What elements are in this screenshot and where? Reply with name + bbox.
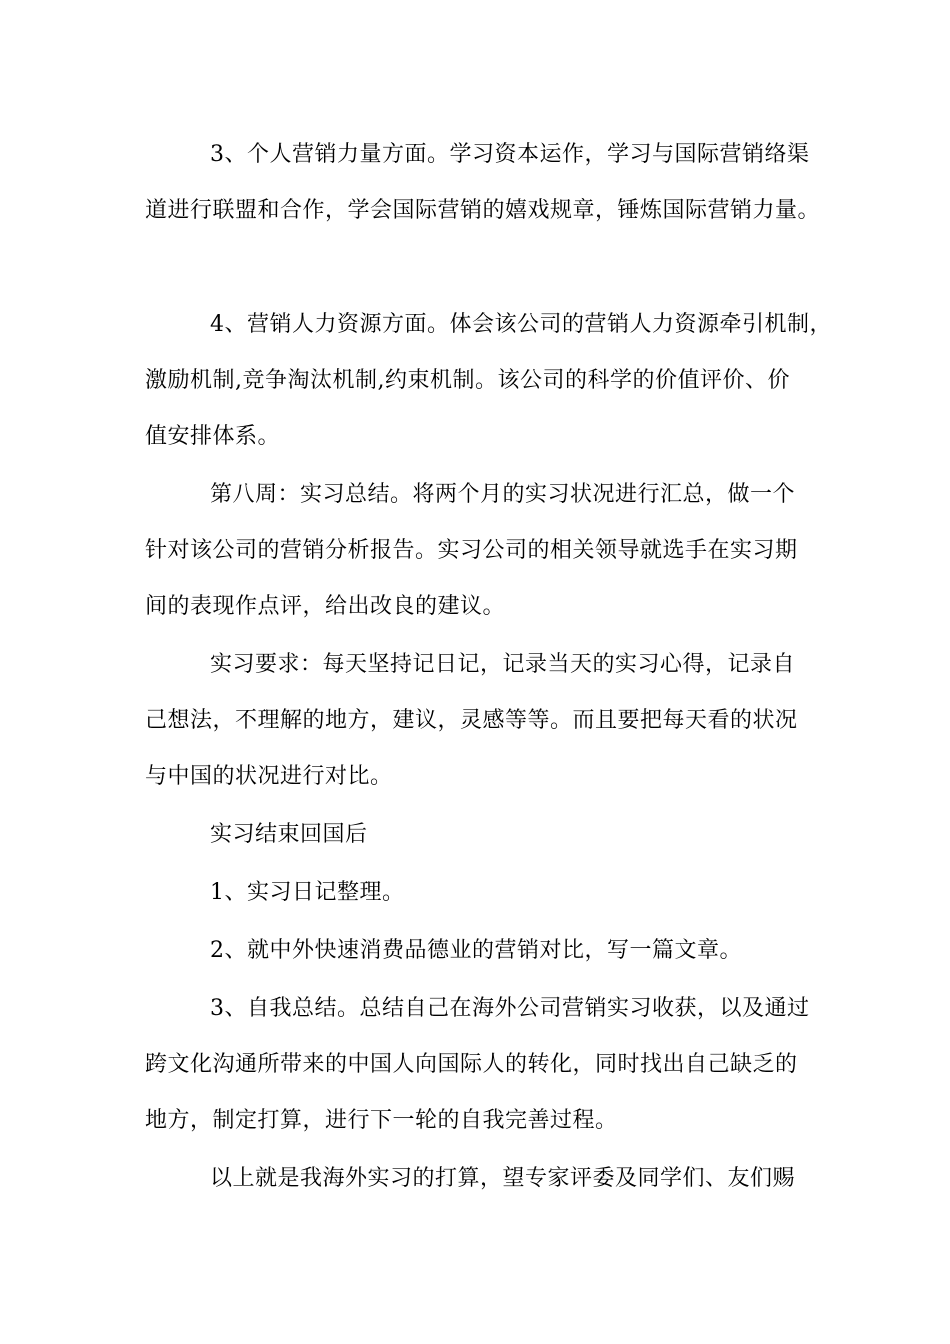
paragraph-2-line-3: 值安排体系。	[145, 424, 281, 449]
paragraph-3-line-2: 针对该公司的营销分析报告。实习公司的相关领导就选手在实习期	[145, 538, 798, 563]
list-item-3-line-2: 跨文化沟通所带来的中国人向国际人的转化，同时找出自己缺乏的	[145, 1052, 798, 1077]
closing-paragraph-line-1: 以上就是我海外实习的打算，望专家评委及同学们、友们赐	[210, 1166, 796, 1191]
paragraph-4-line-2: 己想法，不理解的地方，建议，灵感等等。而且要把每天看的状况	[145, 708, 798, 733]
list-item-2: 2、就中外快速消费品德业的营销对比，写一篇文章。	[210, 938, 742, 963]
list-item-3-line-1: 3、自我总结。总结自己在海外公司营销实习收获，以及通过	[210, 996, 810, 1021]
list-item-3-line-3: 地方，制定打算，进行下一轮的自我完善过程。	[145, 1108, 618, 1133]
list-item-1: 1、实习日记整理。	[210, 880, 405, 905]
paragraph-1-line-2: 道进行联盟和合作，学会国际营销的嬉戏规章，锤炼国际营销力量。	[145, 198, 821, 223]
section-heading: 实习结束回国后	[210, 822, 368, 847]
paragraph-2-line-2: 激励机制,竞争淘汰机制,约束机制。该公司的科学的价值评价、价	[145, 368, 790, 393]
paragraph-3-line-1: 第八周：实习总结。将两个月的实习状况进行汇总，做一个	[210, 482, 796, 507]
paragraph-4-line-1: 实习要求：每天坚持记日记，记录当天的实习心得，记录自	[210, 652, 796, 677]
paragraph-4-line-3: 与中国的状况进行对比。	[145, 764, 393, 789]
paragraph-1-line-1: 3、个人营销力量方面。学习资本运作，学习与国际营销络渠	[210, 142, 810, 167]
paragraph-2-line-1: 4、营销人力资源方面。体会该公司的营销人力资源牵引机制，	[210, 312, 832, 337]
paragraph-3-line-3: 间的表现作点评，给出改良的建议。	[145, 594, 506, 619]
